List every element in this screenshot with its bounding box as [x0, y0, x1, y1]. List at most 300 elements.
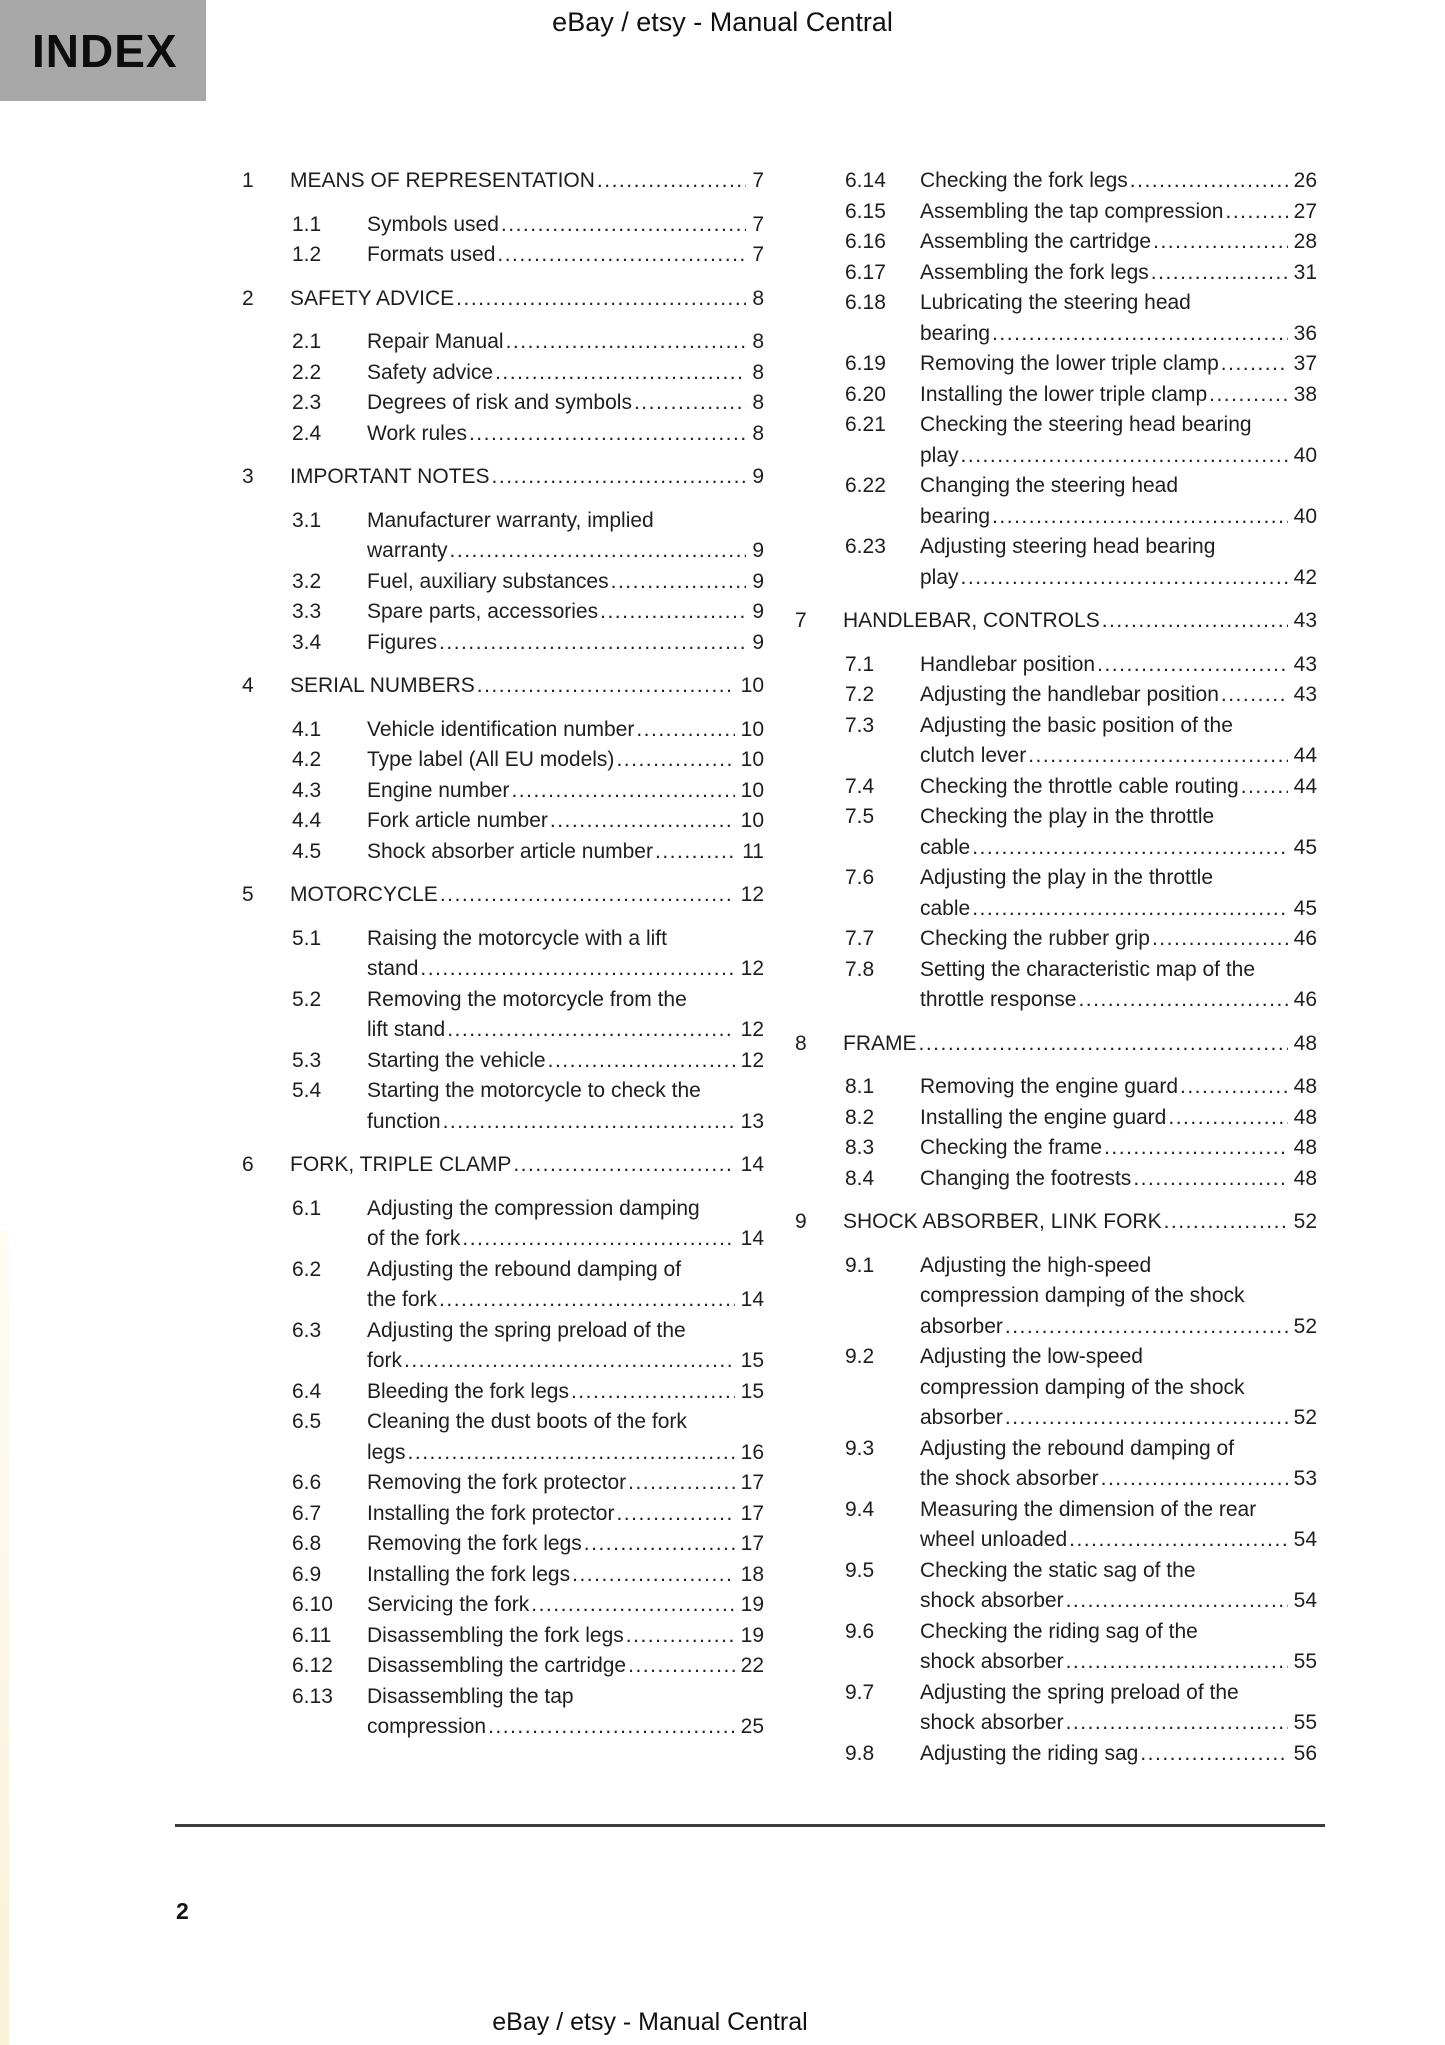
- toc-entry-row: [795, 349, 1317, 380]
- toc-item-title: Starting the motorcycle to check the: [367, 1079, 701, 1102]
- toc-item-number: 6.3: [292, 1318, 322, 1342]
- toc-item-title: bearing: [920, 504, 991, 528]
- toc-item-title: compression damping of the shock: [920, 1284, 1245, 1307]
- toc-item-title: IMPORTANT NOTES: [290, 465, 490, 488]
- toc-item-title: Installing the lower triple clamp: [920, 382, 1208, 406]
- dot-leader: [437, 1285, 735, 1316]
- toc-line: [242, 954, 764, 985]
- toc-item-title: Starting the vehicle: [367, 1048, 546, 1072]
- toc-entry-row: [795, 1434, 1317, 1495]
- toc-item-title: SAFETY ADVICE: [290, 286, 455, 310]
- toc-line: [795, 1678, 1317, 1709]
- toc-item-number: 6.14: [845, 169, 886, 192]
- toc-entry-row: [242, 1499, 764, 1530]
- dot-leader: [1100, 606, 1288, 637]
- toc-page-number: 17: [740, 1532, 764, 1555]
- toc-page-number: 16: [740, 1440, 764, 1464]
- toc-item-title: Adjusting the rebound damping of: [367, 1257, 682, 1281]
- toc-item-title: Removing the lower triple clamp: [920, 352, 1219, 375]
- toc-line: [242, 1346, 764, 1377]
- toc-item-number: 6.5: [292, 1410, 322, 1433]
- toc-entry-row: [242, 388, 764, 419]
- toc-entry-row: [795, 532, 1317, 593]
- toc-entry-row: [242, 715, 764, 746]
- toc-page-number: 17: [740, 1471, 764, 1494]
- toc-item-number: 6.16: [845, 230, 886, 253]
- toc-item-title: Adjusting the basic position of the: [920, 713, 1233, 737]
- toc-item-title: Safety advice: [367, 360, 494, 384]
- toc-item-title: lift stand: [367, 1018, 446, 1041]
- toc-item-title: Adjusting steering head bearing: [920, 535, 1216, 558]
- dot-leader: [511, 1150, 734, 1181]
- toc-page-number: 36: [1293, 321, 1317, 345]
- dot-leader: [959, 563, 1288, 594]
- toc-line: [795, 741, 1317, 772]
- toc-entry-row: [795, 802, 1317, 863]
- toc-line: [795, 227, 1317, 258]
- toc-item-number: 6.8: [292, 1532, 322, 1555]
- dot-leader: [653, 837, 736, 868]
- toc-item-title: Vehicle identification number: [367, 717, 635, 741]
- toc-page-number: 43: [1293, 683, 1317, 706]
- toc-item-title: Adjusting the spring preload of the: [367, 1318, 686, 1342]
- dot-leader: [490, 462, 747, 493]
- toc-page-number: 43: [1293, 609, 1317, 632]
- toc-line: [795, 1434, 1317, 1465]
- toc-item-number: 4.1: [292, 717, 322, 741]
- toc-item-number: 3.2: [292, 569, 322, 593]
- toc-line: [242, 1682, 764, 1713]
- toc-line: [242, 1107, 764, 1138]
- toc-item-title: clutch lever: [920, 744, 1027, 767]
- toc-line: [795, 1207, 1317, 1238]
- toc-line: [242, 806, 764, 837]
- toc-item-number: 6.21: [845, 413, 886, 436]
- toc-entry-row: [242, 1651, 764, 1682]
- toc-entry-row: [242, 1194, 764, 1255]
- toc-page-number: 40: [1293, 443, 1317, 467]
- toc-item-title: Figures: [367, 630, 438, 654]
- toc-line: [242, 1438, 764, 1469]
- toc-item-title: absorber: [920, 1314, 1003, 1338]
- toc-page-number: 22: [740, 1654, 764, 1677]
- dot-leader: [504, 327, 747, 358]
- toc-item-title: Assembling the fork legs: [920, 260, 1149, 284]
- toc-item-title: throttle response: [920, 988, 1077, 1011]
- toc-item-title: Work rules: [367, 421, 467, 445]
- toc-item-title: Installing the fork legs: [367, 1562, 571, 1586]
- toc-page-number: 56: [1293, 1741, 1317, 1765]
- toc-page-number: 10: [740, 674, 764, 697]
- dot-leader: [1102, 1133, 1288, 1164]
- toc-page-number: 11: [742, 839, 764, 863]
- dot-leader: [624, 1621, 735, 1652]
- toc-entry-row: [242, 1255, 764, 1316]
- toc-line: [795, 1739, 1317, 1770]
- toc-entry-row: [242, 1076, 764, 1137]
- toc-line: [795, 1586, 1317, 1617]
- toc-item-title: Changing the footrests: [920, 1166, 1132, 1190]
- toc-line: [242, 1194, 764, 1225]
- toc-line: [242, 536, 764, 567]
- toc-line: [795, 1251, 1317, 1282]
- toc-item-number: 7.7: [845, 927, 875, 950]
- dot-leader: [1224, 197, 1288, 228]
- toc-item-number: 6.7: [292, 1501, 322, 1525]
- toc-item-number: 6.17: [845, 260, 886, 284]
- toc-item-title: Adjusting the spring preload of the: [920, 1680, 1239, 1704]
- toc-item-number: 2: [242, 286, 254, 310]
- toc-page-number: 14: [740, 1153, 764, 1176]
- toc-page-number: 26: [1293, 169, 1317, 192]
- toc-page-number: 52: [1293, 1406, 1317, 1429]
- toc-entry-row: [795, 1072, 1317, 1103]
- toc-item-title: Removing the fork legs: [367, 1532, 582, 1555]
- toc-item-number: 9.6: [845, 1619, 875, 1643]
- dot-leader: [454, 284, 746, 315]
- toc-item-title: shock absorber: [920, 1711, 1064, 1734]
- toc-item-title: Adjusting the handlebar position: [920, 683, 1219, 706]
- toc-entry-row: [242, 985, 764, 1046]
- toc-line: [795, 1495, 1317, 1526]
- toc-item-title: of the fork: [367, 1227, 461, 1250]
- toc-item-title: Servicing the fork: [367, 1593, 530, 1616]
- dot-leader: [598, 597, 746, 628]
- toc-section-row: [242, 166, 764, 197]
- toc-page-number: 27: [1293, 199, 1317, 223]
- toc-entry-row: [795, 1251, 1317, 1343]
- toc-line: [795, 955, 1317, 986]
- dot-leader: [402, 1346, 735, 1377]
- toc-page-number: 8: [752, 330, 764, 353]
- toc-line: [242, 985, 764, 1016]
- toc-entry-row: [795, 1164, 1317, 1195]
- toc-entry-row: [242, 1377, 764, 1408]
- toc-line: [242, 419, 764, 450]
- dot-leader: [1166, 1103, 1287, 1134]
- toc-entry-row: [242, 567, 764, 598]
- scan-edge-artifact: [0, 1230, 9, 2045]
- toc-entry-row: [795, 772, 1317, 803]
- toc-page-number: 25: [740, 1715, 764, 1738]
- toc-page-number: 48: [1293, 1031, 1317, 1055]
- dot-leader: [1138, 1739, 1287, 1770]
- toc-page-number: 7: [752, 169, 764, 192]
- toc-line: [795, 772, 1317, 803]
- toc-item-title: SERIAL NUMBERS: [290, 674, 475, 697]
- toc-line: [795, 894, 1317, 925]
- toc-item-title: Bleeding the fork legs: [367, 1379, 569, 1403]
- toc-line: [795, 985, 1317, 1016]
- toc-page-number: 12: [740, 883, 764, 906]
- toc-line: [242, 1377, 764, 1408]
- toc-item-title: stand: [367, 957, 419, 980]
- toc-line: [242, 1150, 764, 1181]
- toc-item-title: Degrees of risk and symbols: [367, 391, 632, 414]
- toc-item-title: legs: [367, 1440, 406, 1464]
- toc-page-number: 10: [740, 778, 764, 802]
- toc-item-title: Spare parts, accessories: [367, 600, 599, 623]
- dot-leader: [917, 1029, 1288, 1060]
- dot-leader: [1149, 258, 1288, 289]
- toc-entry-row: [242, 1560, 764, 1591]
- dot-leader: [1207, 380, 1288, 411]
- toc-page-number: 45: [1293, 896, 1317, 920]
- toc-entry-row: [242, 1590, 764, 1621]
- toc-line: [242, 388, 764, 419]
- toc-line: [795, 1029, 1317, 1060]
- dot-leader: [1026, 741, 1287, 772]
- toc-item-title: Adjusting the high-speed: [920, 1253, 1152, 1277]
- toc-item-number: 2.1: [292, 330, 322, 353]
- toc-item-title: Removing the engine guard: [920, 1075, 1179, 1098]
- toc-entry-row: [795, 1556, 1317, 1617]
- toc-item-number: 6.11: [292, 1623, 332, 1647]
- toc-line: [795, 288, 1317, 319]
- toc-entry-row: [242, 1316, 764, 1377]
- toc-item-title: Checking the frame: [920, 1136, 1103, 1159]
- toc-entry-row: [795, 1739, 1317, 1770]
- toc-column-left: [242, 166, 764, 1743]
- toc-entry-row: [242, 837, 764, 868]
- toc-line: [242, 1255, 764, 1286]
- toc-item-number: 9.1: [845, 1253, 875, 1277]
- toc-page-number: 17: [740, 1501, 764, 1525]
- toc-item-number: 6.2: [292, 1257, 322, 1281]
- toc-item-number: 8.2: [845, 1105, 875, 1129]
- toc-item-title: MEANS OF REPRESENTATION: [290, 169, 595, 192]
- toc-entry-row: [795, 1103, 1317, 1134]
- toc-entry-row: [795, 1342, 1317, 1434]
- toc-item-number: 7: [795, 609, 807, 632]
- toc-entry-row: [242, 1621, 764, 1652]
- toc-item-title: shock absorber: [920, 1650, 1064, 1673]
- toc-page-number: 43: [1293, 652, 1317, 676]
- dot-leader: [1064, 1586, 1288, 1617]
- toc-page-number: 54: [1293, 1589, 1317, 1612]
- toc-entry-row: [242, 419, 764, 450]
- toc-item-title: Installing the fork protector: [367, 1501, 615, 1525]
- toc-item-number: 5.1: [292, 926, 322, 950]
- toc-entry-row: [242, 806, 764, 837]
- toc-section-row: [795, 1207, 1317, 1238]
- dot-leader: [448, 536, 747, 567]
- toc-page-number: 8: [752, 421, 764, 445]
- toc-item-number: 5.2: [292, 987, 322, 1011]
- dot-leader: [970, 833, 1287, 864]
- dot-leader: [467, 419, 746, 450]
- toc-page-number: 12: [740, 1048, 764, 1072]
- dot-leader: [626, 1651, 735, 1682]
- toc-line: [795, 924, 1317, 955]
- dot-leader: [609, 567, 747, 598]
- toc-line: [242, 1712, 764, 1743]
- toc-item-number: 6.12: [292, 1654, 333, 1677]
- toc-item-title: Adjusting the rebound damping of: [920, 1436, 1235, 1460]
- toc-page-number: 19: [740, 1593, 764, 1616]
- toc-entry-row: [795, 197, 1317, 228]
- toc-item-title: Measuring the dimension of the rear: [920, 1497, 1257, 1521]
- toc-page-number: 48: [1293, 1136, 1317, 1159]
- toc-item-number: 9: [795, 1210, 807, 1233]
- toc-entry-row: [795, 227, 1317, 258]
- toc-line: [795, 1072, 1317, 1103]
- toc-item-title: compression: [367, 1715, 487, 1738]
- toc-page-number: 42: [1293, 565, 1317, 589]
- toc-page-number: 46: [1293, 988, 1317, 1011]
- toc-item-number: 6: [242, 1153, 254, 1176]
- toc-item-title: FRAME: [843, 1031, 917, 1055]
- toc-page-number: 15: [740, 1349, 764, 1372]
- toc-line: [795, 1373, 1317, 1404]
- toc-item-title: Checking the static sag of the: [920, 1558, 1196, 1582]
- toc-line: [795, 380, 1317, 411]
- dot-leader: [437, 628, 746, 659]
- toc-line: [242, 671, 764, 702]
- dot-leader: [990, 319, 1288, 350]
- toc-page-number: 19: [740, 1623, 764, 1647]
- toc-entry-row: [795, 1678, 1317, 1739]
- toc-line: [242, 924, 764, 955]
- toc-entry-row: [795, 380, 1317, 411]
- toc-page-number: 12: [740, 957, 764, 980]
- toc-item-title: the shock absorber: [920, 1467, 1099, 1490]
- dot-leader: [1128, 166, 1288, 197]
- toc-line: [242, 1651, 764, 1682]
- toc-section-row: [242, 671, 764, 702]
- toc-line: [795, 471, 1317, 502]
- toc-item-title: HANDLEBAR, CONTROLS: [843, 609, 1100, 632]
- toc-item-title: the fork: [367, 1288, 438, 1311]
- toc-item-title: Adjusting the riding sag: [920, 1741, 1139, 1765]
- toc-line: [795, 410, 1317, 441]
- toc-page-number: 10: [740, 748, 764, 771]
- toc-item-number: 6.22: [845, 474, 886, 497]
- toc-entry-row: [795, 680, 1317, 711]
- dot-leader: [595, 166, 746, 197]
- dot-leader: [493, 358, 746, 389]
- toc-item-number: 6.13: [292, 1684, 333, 1708]
- dot-leader: [1003, 1403, 1288, 1434]
- toc-item-number: 7.4: [845, 774, 875, 798]
- toc-item-number: 4.5: [292, 839, 322, 863]
- toc-line: [795, 563, 1317, 594]
- toc-line: [795, 532, 1317, 563]
- toc-item-title: Checking the play in the throttle: [920, 805, 1215, 828]
- dot-leader: [1064, 1647, 1288, 1678]
- toc-line: [242, 880, 764, 911]
- dot-leader: [1003, 1312, 1288, 1343]
- toc-entry-row: [242, 506, 764, 567]
- toc-item-title: shock absorber: [920, 1589, 1064, 1612]
- toc-item-number: 2.3: [292, 391, 322, 414]
- toc-page-number: 52: [1293, 1314, 1317, 1338]
- toc-section-row: [242, 284, 764, 315]
- toc-page-number: 44: [1293, 744, 1317, 767]
- toc-line: [242, 1046, 764, 1077]
- dot-leader: [1131, 1164, 1287, 1195]
- toc-entry-row: [795, 471, 1317, 532]
- toc-item-number: 9.5: [845, 1558, 875, 1582]
- toc-item-number: 7.2: [845, 683, 875, 706]
- dot-leader: [529, 1590, 734, 1621]
- toc-item-number: 9.3: [845, 1436, 875, 1460]
- toc-line: [795, 1617, 1317, 1648]
- dot-leader: [959, 441, 1288, 472]
- toc-line: [242, 1560, 764, 1591]
- toc-line: [795, 319, 1317, 350]
- toc-item-number: 7.1: [845, 652, 875, 676]
- toc-entry-row: [242, 924, 764, 985]
- header-title: eBay / etsy - Manual Central: [552, 7, 893, 37]
- toc-item-title: play: [920, 565, 959, 589]
- toc-item-number: 6.6: [292, 1471, 322, 1494]
- dot-leader: [1067, 1525, 1288, 1556]
- toc-item-number: 1: [242, 169, 254, 192]
- toc-item-number: 8.4: [845, 1166, 875, 1190]
- toc-line: [795, 166, 1317, 197]
- toc-entry-row: [795, 410, 1317, 471]
- toc-page-number: 55: [1293, 1650, 1317, 1673]
- toc-line: [795, 502, 1317, 533]
- toc-page-number: 9: [752, 600, 764, 623]
- dot-leader: [1099, 1464, 1288, 1495]
- toc-item-number: 7.3: [845, 713, 875, 737]
- toc-entry-row: [242, 1468, 764, 1499]
- toc-item-title: fork: [367, 1349, 403, 1372]
- dot-leader: [548, 806, 735, 837]
- toc-line: [242, 597, 764, 628]
- toc-line: [242, 1529, 764, 1560]
- toc-page-number: 10: [740, 717, 764, 741]
- toc-line: [795, 1708, 1317, 1739]
- toc-item-title: Assembling the tap compression: [920, 199, 1224, 223]
- toc-entry-row: [795, 1495, 1317, 1556]
- toc-entry-row: [795, 1617, 1317, 1678]
- toc-section-row: [242, 1150, 764, 1181]
- toc-item-number: 3.1: [292, 508, 322, 532]
- toc-line: [242, 1076, 764, 1107]
- toc-item-number: 6.23: [845, 535, 886, 558]
- dot-leader: [475, 671, 735, 702]
- toc-item-title: Fork article number: [367, 809, 548, 832]
- toc-page-number: 37: [1293, 352, 1317, 375]
- toc-item-title: Adjusting the low-speed: [920, 1345, 1143, 1368]
- toc-page-number: 8: [752, 360, 764, 384]
- page-number: 2: [176, 1898, 189, 1924]
- toc-page-number: 46: [1293, 927, 1317, 950]
- toc-item-title: Checking the riding sag of the: [920, 1619, 1198, 1643]
- toc-page-number: 12: [740, 1018, 764, 1041]
- toc-item-number: 7.5: [845, 805, 875, 828]
- toc-item-title: function: [367, 1109, 441, 1133]
- dot-leader: [990, 502, 1288, 533]
- toc-item-title: Handlebar position: [920, 652, 1096, 676]
- toc-entry-row: [795, 863, 1317, 924]
- toc-item-title: Removing the motorcycle from the: [367, 987, 687, 1011]
- toc-line: [795, 1133, 1317, 1164]
- toc-item-title: Cleaning the dust boots of the fork: [367, 1410, 687, 1433]
- footer-title: eBay / etsy - Manual Central: [492, 2008, 808, 2036]
- toc-page-number: 28: [1293, 230, 1317, 253]
- dot-leader: [438, 880, 735, 911]
- toc-item-title: play: [920, 443, 959, 467]
- toc-item-number: 6.9: [292, 1562, 322, 1586]
- toc-item-number: 9.8: [845, 1741, 875, 1765]
- toc-line: [795, 863, 1317, 894]
- toc-item-title: Symbols used: [367, 212, 499, 236]
- toc-entry-row: [242, 327, 764, 358]
